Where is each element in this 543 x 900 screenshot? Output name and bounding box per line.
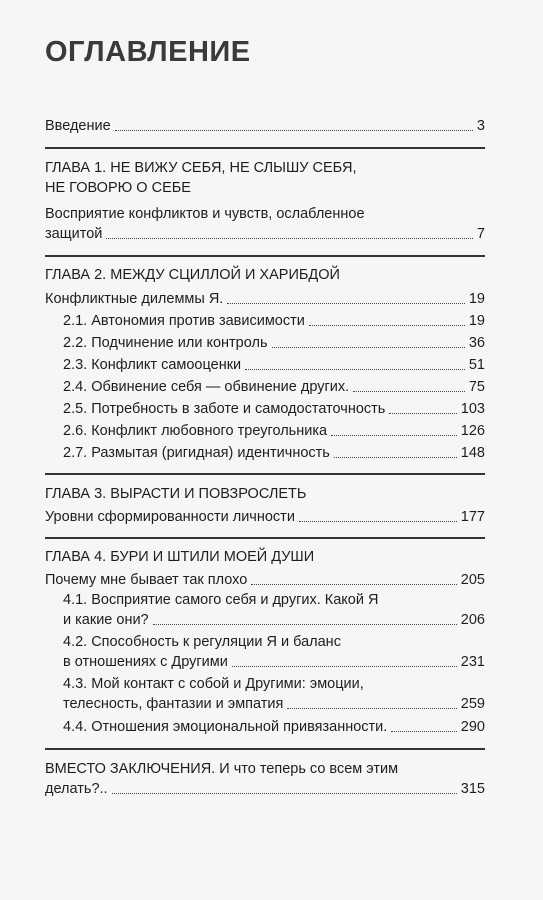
toc-subentry[interactable] — [63, 717, 485, 737]
section-divider — [45, 147, 485, 149]
dot-leader — [353, 391, 465, 392]
section-divider — [45, 255, 485, 257]
section-divider — [45, 537, 485, 539]
entry-title: 2.6. Конфликт любовного треугольника — [63, 423, 328, 439]
chapter-title: ГЛАВА 2. МЕЖДУ СЦИЛЛОЙ И ХАРИБДОЙ — [45, 267, 340, 283]
dot-leader — [272, 347, 465, 348]
entry-title: в отношениях с Другими — [63, 654, 228, 670]
entry-title: 4.4. Отношения эмоциональной привязанности. — [63, 719, 388, 735]
page-number: 36 — [468, 335, 485, 351]
toc-subentry[interactable] — [63, 333, 485, 353]
entry-title: защитой — [45, 226, 103, 242]
entry-title: Восприятие конфликтов и чувств, ослабленное — [45, 206, 365, 222]
toc-entry[interactable] — [45, 204, 485, 244]
toc-subentry[interactable] — [63, 311, 485, 331]
dot-leader — [112, 793, 457, 794]
entry-title: Введение — [45, 118, 111, 134]
toc-subentry[interactable] — [63, 674, 485, 714]
page-number: 126 — [460, 423, 485, 439]
dot-leader — [299, 521, 457, 522]
toc-subentry[interactable] — [63, 377, 485, 397]
page-number: 148 — [460, 445, 485, 461]
entry-title: ВМЕСТО ЗАКЛЮЧЕНИЯ. И что теперь со всем этим — [45, 761, 399, 777]
section-divider — [45, 473, 485, 475]
page-number: 3 — [476, 118, 485, 134]
toc-entry[interactable] — [45, 570, 485, 590]
entry-title: 2.4. Обвинение себя — обвинение других. — [63, 379, 350, 395]
entry-title: Конфликтные дилеммы Я. — [45, 291, 224, 307]
page-number: 75 — [468, 379, 485, 395]
entry-title: телесность, фантазии и эмпатия — [63, 696, 284, 712]
page-number: 259 — [460, 696, 485, 712]
dot-leader — [389, 413, 456, 414]
entry-title: и какие они? — [63, 612, 149, 628]
toc-entry[interactable] — [45, 507, 485, 527]
entry-title: делать?.. — [45, 781, 108, 797]
entry-title: 2.3. Конфликт самооценки — [63, 357, 242, 373]
toc-entry[interactable] — [45, 759, 485, 799]
dot-leader — [153, 624, 457, 625]
entry-title: Почему мне бывает так плохо — [45, 572, 248, 588]
page-title: ОГЛАВЛЕНИЕ — [45, 36, 251, 68]
dot-leader — [232, 666, 457, 667]
toc-subentry[interactable] — [63, 399, 485, 419]
toc-subentry[interactable] — [63, 355, 485, 375]
page-number: 51 — [468, 357, 485, 373]
page-number: 7 — [476, 226, 485, 242]
section-divider — [45, 748, 485, 750]
page-number: 103 — [460, 401, 485, 417]
chapter-title: ГЛАВА 3. ВЫРАСТИ И ПОВЗРОСЛЕТЬ — [45, 486, 307, 502]
toc-entry-intro[interactable] — [45, 116, 485, 136]
chapter-title: ГЛАВА 4. БУРИ И ШТИЛИ МОЕЙ ДУШИ — [45, 549, 315, 565]
entry-title: 4.2. Способность к регуляции Я и баланс — [63, 634, 341, 650]
entry-title: 2.7. Размытая (ригидная) идентичность — [63, 445, 330, 461]
dot-leader — [334, 457, 457, 458]
dot-leader — [309, 325, 465, 326]
page-number: 177 — [460, 509, 485, 525]
entry-title: 4.1. Восприятие самого себя и других. Какой Я — [63, 592, 379, 608]
toc-subentry[interactable] — [63, 632, 485, 672]
dot-leader — [115, 130, 473, 131]
page-number: 206 — [460, 612, 485, 628]
dot-leader — [287, 708, 456, 709]
entry-title: 2.2. Подчинение или контроль — [63, 335, 268, 351]
chapter-title — [45, 158, 485, 198]
page-number: 205 — [460, 572, 485, 588]
page-number: 231 — [460, 654, 485, 670]
toc-subentry[interactable] — [63, 421, 485, 441]
dot-leader — [227, 303, 465, 304]
page-number: 19 — [468, 291, 485, 307]
dot-leader — [251, 584, 457, 585]
entry-title: Уровни сформированности личности — [45, 509, 295, 525]
entry-title: 2.5. Потребность в заботе и самодостаточность — [63, 401, 386, 417]
dot-leader — [106, 238, 473, 239]
toc-subentry[interactable] — [63, 443, 485, 463]
page-number: 315 — [460, 781, 485, 797]
dot-leader — [245, 369, 465, 370]
entry-title: 4.3. Мой контакт с собой и Другими: эмоции, — [63, 676, 364, 692]
page-number: 290 — [460, 719, 485, 735]
toc-subentry[interactable] — [63, 590, 485, 630]
chapter-title-line: ГЛАВА 1. НЕ ВИЖУ СЕБЯ, НЕ СЛЫШУ СЕБЯ, — [45, 160, 357, 176]
toc-entry[interactable] — [45, 289, 485, 309]
dot-leader — [391, 731, 457, 732]
dot-leader — [331, 435, 457, 436]
page-number: 19 — [468, 313, 485, 329]
chapter-title-line: НЕ ГОВОРЮ О СЕБЕ — [45, 180, 191, 196]
entry-title: 2.1. Автономия против зависимости — [63, 313, 305, 329]
